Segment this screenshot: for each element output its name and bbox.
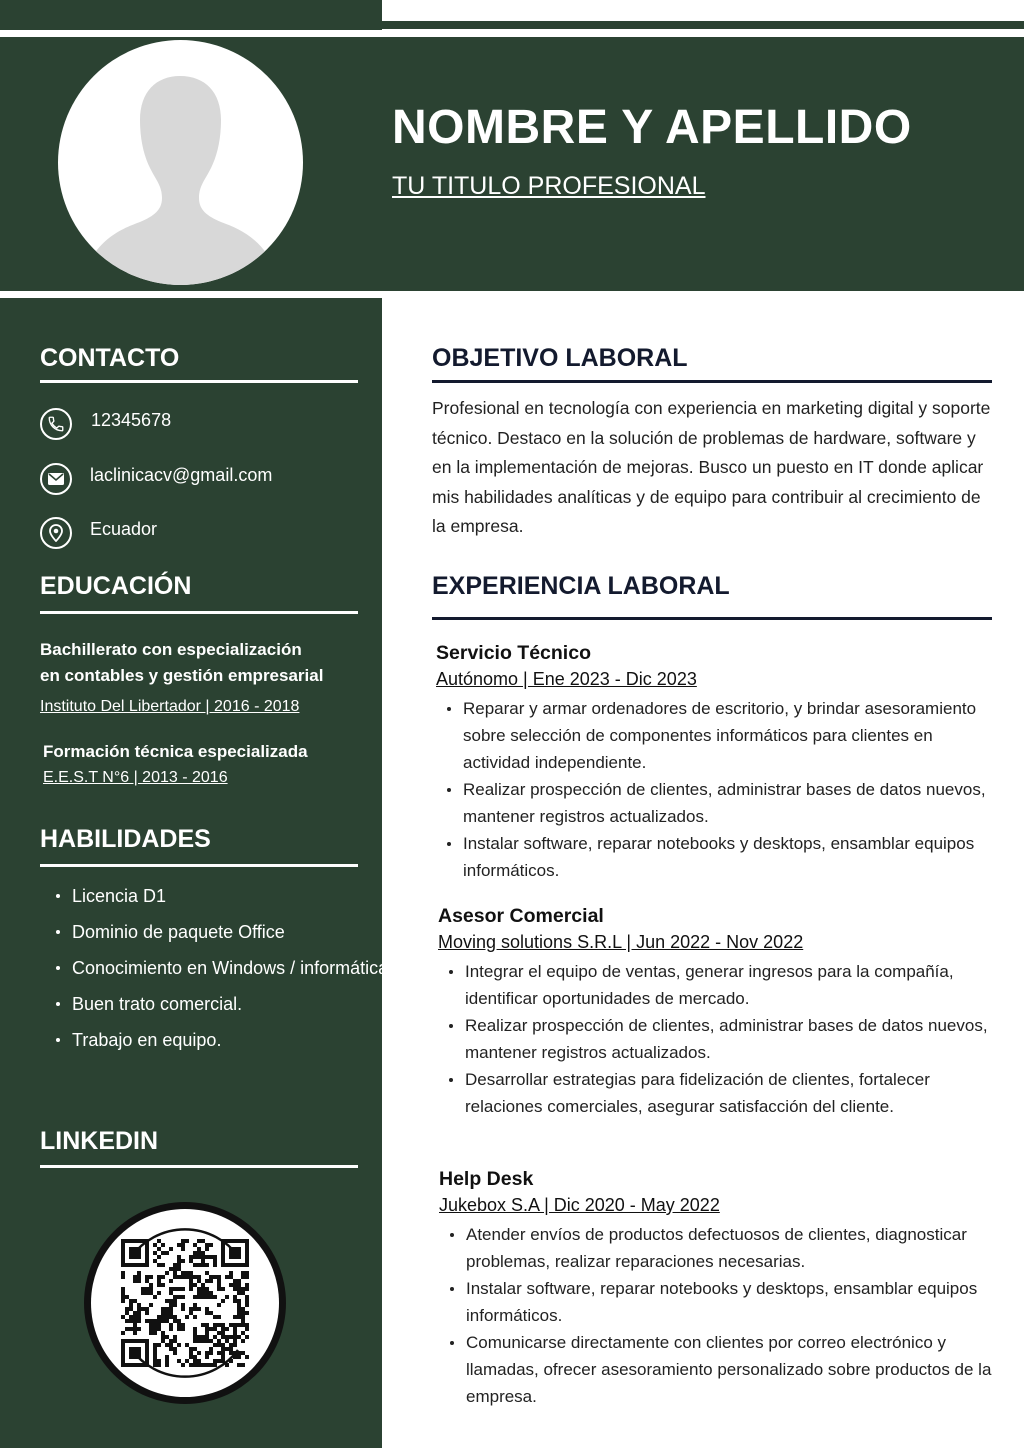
job-title: Help Desk xyxy=(439,1168,534,1190)
skills-heading: HABILIDADES xyxy=(40,825,211,853)
job-entry-2 xyxy=(438,903,998,1120)
job-bullet: Reparar y armar ordenadores de escritorio, y brindar asesoramiento sobre selección de componentes informáticos para clientes en actividad independiente. xyxy=(463,695,996,776)
contact-location: Ecuador xyxy=(90,519,158,539)
contact-email[interactable]: laclinicacv@gmail.com xyxy=(90,465,273,485)
header-top-stripe xyxy=(382,21,1024,29)
education-degree-2: Formación técnica especializada xyxy=(43,742,308,761)
objective-text: Profesional en tecnología con experiencia en marketing digital y soporte técnico. Destaco en la solución de problemas de hardware, software y en la implementación de mejoras. Busco un puesto en IT donde aplicar mis habilidades analíticas y de equipo para contribuir al crecimiento de la empresa. xyxy=(432,398,991,537)
linkedin-qr-badge[interactable] xyxy=(84,1202,286,1404)
mail-icon xyxy=(40,463,72,495)
skill-item: Trabajo en equipo. xyxy=(72,1022,392,1058)
education-institution-2: E.E.S.T N°6 | 2013 - 2016 xyxy=(43,769,228,786)
job-company: Jukebox S.A | Dic 2020 - May 2022 xyxy=(439,1195,720,1215)
phone-icon xyxy=(40,408,72,440)
education-degree-1-line1: Bachillerato con especialización xyxy=(40,640,302,659)
education-degree-1 xyxy=(40,637,323,689)
job-entry-1 xyxy=(436,640,996,884)
job-company: Moving solutions S.R.L | Jun 2022 - Nov 2022 xyxy=(438,932,804,952)
job-bullet: Realizar prospección de clientes, administrar bases de datos nuevos, mantener registros actualizados. xyxy=(463,776,996,830)
job-bullet: Instalar software, reparar notebooks y desktops, ensamblar equipos informáticos. xyxy=(466,1275,999,1329)
skill-item: Buen trato comercial. xyxy=(72,986,392,1022)
contact-rule xyxy=(40,380,358,383)
job-title: Servicio Técnico xyxy=(436,642,591,664)
job-bullet: Desarrollar estrategias para fidelización de clientes, fortalecer relaciones comerciales, asegurar satisfacción del cliente. xyxy=(465,1066,998,1120)
job-bullets xyxy=(436,695,996,884)
job-bullets xyxy=(438,958,998,1120)
job-bullet: Instalar software, reparar notebooks y desktops, ensamblar equipos informáticos. xyxy=(463,830,996,884)
education-rule xyxy=(40,611,358,614)
skills-rule xyxy=(40,864,358,867)
profile-photo-placeholder xyxy=(58,40,303,285)
education-degree-1-line2: en contables y gestión empresarial xyxy=(40,666,324,685)
location-pin-icon xyxy=(40,517,72,549)
skill-item: Licencia D1 xyxy=(72,878,392,914)
experience-heading: EXPERIENCIA LABORAL xyxy=(432,572,730,600)
person-silhouette-icon xyxy=(58,40,303,285)
job-bullet: Realizar prospección de clientes, administrar bases de datos nuevos, mantener registros actualizados. xyxy=(465,1012,998,1066)
linkedin-rule xyxy=(40,1165,358,1168)
contact-phone[interactable]: 12345678 xyxy=(91,410,172,430)
job-bullet: Atender envíos de productos defectuosos de clientes, diagnosticar problemas, realizar reparaciones necesarias. xyxy=(466,1221,999,1275)
objective-heading: OBJETIVO LABORAL xyxy=(432,344,688,372)
qr-inner-circle xyxy=(91,1209,279,1397)
job-company: Autónomo | Ene 2023 - Dic 2023 xyxy=(436,669,697,689)
linkedin-heading: LINKEDIN xyxy=(40,1127,159,1155)
job-bullet: Comunicarse directamente con clientes por correo electrónico y llamadas, ofrecer asesoramiento personalizado sobre productos de la empresa. xyxy=(466,1329,999,1410)
skills-list xyxy=(40,878,392,1058)
skill-item: Conocimiento en Windows / informática xyxy=(72,950,392,986)
education-heading: EDUCACIÓN xyxy=(40,572,192,600)
skill-item: Dominio de paquete Office xyxy=(72,914,392,950)
job-bullet: Integrar el equipo de ventas, generar ingresos para la compañía, identificar oportunidades de mercado. xyxy=(465,958,998,1012)
objective-rule xyxy=(432,380,992,383)
education-institution-1: Instituto Del Libertador | 2016 - 2018 xyxy=(40,698,300,715)
full-name: NOMBRE Y APELLIDO xyxy=(392,101,912,154)
job-entry-3 xyxy=(439,1166,999,1410)
job-bullets xyxy=(439,1221,999,1410)
sidebar-top-block xyxy=(0,0,382,30)
experience-rule xyxy=(432,617,992,620)
contact-heading: CONTACTO xyxy=(40,344,180,372)
qr-ring-arcs-icon xyxy=(92,1210,278,1396)
professional-title: TU TITULO PROFESIONAL xyxy=(392,172,706,200)
job-title: Asesor Comercial xyxy=(438,905,604,927)
